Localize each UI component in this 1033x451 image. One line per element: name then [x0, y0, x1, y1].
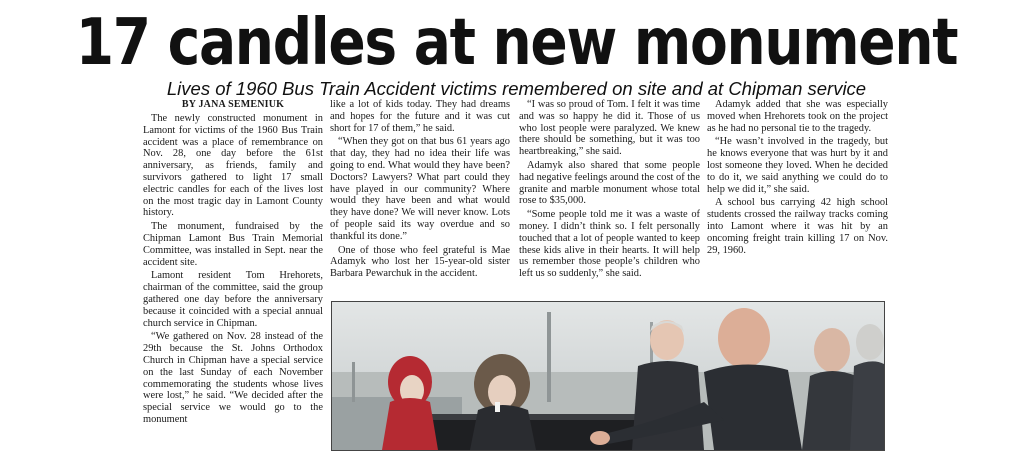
deck-subheadline: Lives of 1960 Bus Train Accident victims remembered on site and at Chipman service — [166, 78, 867, 99]
byline: BY JANA SEMENIUK — [181, 99, 285, 110]
paragraph: like a lot of kids today. They had dreams and hopes for the future and it was cut short for 17 of them,” he said. — [330, 99, 510, 134]
paragraph: Adamyk also shared that some people had negative feelings around the cost of the granite and marble monument whose total rose to $35,000. — [519, 159, 700, 207]
article-column-4 — [707, 99, 888, 299]
paragraph: “He wasn’t involved in the tragedy, but he knows everyone that was hurt by it and lost someone they loved. When he decided to do it, we said anything we could do to help we did it,” she said. — [707, 136, 888, 195]
paragraph: “When they got on that bus 61 years ago that day, they had no idea their life was going to end. What would they have been? Doctors? Lawyers? What part could they have played in our community? Where would they have been and what would they have done? We will never know. Lots of people said its way overdue and so thankful its done.” — [330, 136, 510, 242]
monument-photo — [331, 301, 885, 451]
paragraph: “We gathered on Nov. 28 instead of the 29th because the St. Johns Orthodox Church in Chipman have a special service on the last Sunday of each November commemorating the students whose lives were lost,” he said. “We decided after the special service we would go to the monument — [143, 331, 323, 425]
paragraph: The newly constructed monument in Lamont for victims of the 1960 Bus Train accident was a place of remembrance on Nov. 28, one day before the 61st anniversary, as friends, family and survivors gathered to light 17 small electric candles for each of the lives lost on the most tragic day in Lamont County history. — [143, 113, 323, 219]
article-column-3 — [519, 99, 700, 299]
headline: 17 candles at new monument — [75, 6, 958, 80]
paragraph: Adamyk added that she was especially moved when Hrehorets took on the project as he had no personal tie to the tragedy. — [707, 99, 888, 134]
article-column-2 — [330, 99, 510, 299]
paragraph: One of those who feel grateful is Mae Adamyk who lost her 15-year-old sister Barbara Pewarchuk in the accident. — [330, 244, 510, 280]
paragraph: The monument, fundraised by the Chipman Lamont Bus Train Memorial Committee, was installed in Sept. near the accident site. — [143, 221, 323, 268]
paragraph: Lamont resident Tom Hrehorets, chairman of the committee, said the group gathered one day before the anniversary because it coincided with a special annual church service in Chipman. — [143, 270, 323, 329]
article-column-1 — [143, 99, 323, 449]
photo-illustration — [332, 302, 884, 450]
paragraph: A school bus carrying 42 high school students crossed the railway tracks coming into Lamont where it was hit by an oncoming freight train killing 17 on Nov. 29, 1960. — [707, 197, 888, 256]
paragraph: “Some people told me it was a waste of money. I didn’t think so. I felt personally touched that a lot of people wanted to keep these kids alive in their hearts. It will help us remember those people’s children who left us so suddenly,” she said. — [519, 209, 700, 280]
paragraph: “I was so proud of Tom. I felt it was time and was so happy he did it. Those of us who lost people were paralyzed. We knew there should be something, but it was too heartbreaking,” she said. — [519, 99, 700, 158]
